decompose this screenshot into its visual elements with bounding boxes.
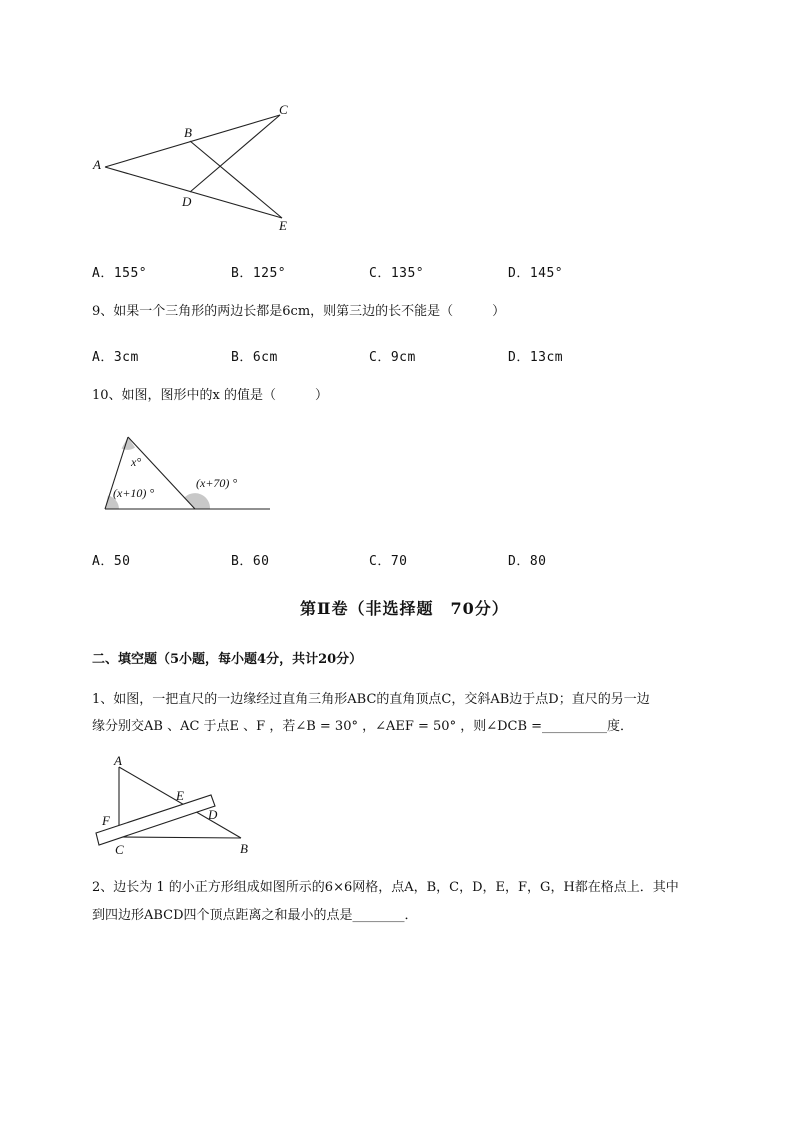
q10-option-c[interactable]: C．70 (369, 554, 408, 569)
q10-option-b[interactable]: B．60 (231, 554, 270, 569)
q9-option-b[interactable]: B．6cm (231, 350, 278, 365)
point-F-label: F (102, 813, 110, 828)
q9-option-d[interactable]: D．13cm (508, 350, 564, 365)
point-A-label: A (114, 753, 122, 768)
q9-text: 9、如果一个三角形的两边长都是6cm，则第三边的长不能是（ ） (92, 304, 506, 319)
q9-option-a[interactable]: A．3cm (92, 350, 139, 365)
point-A-label: A (93, 157, 101, 172)
f1-line2: 缘分别交AB 、AC 于点E 、F ，若∠B = 30° ，∠AEF = 50° ，则∠DCB =__________度． (92, 719, 634, 734)
point-C-label: C (279, 102, 288, 117)
part2-title: 第Ⅱ卷（非选择题 70分） (300, 599, 509, 618)
q8-option-c[interactable]: C．135° (369, 266, 425, 281)
fill-in-heading: 二、填空题（5小题，每小题4分，共计20分） (92, 652, 363, 667)
f1-line1: 1、如图，一把直尺的一边缘经过直角三角形ABC的直角顶点C，交斜AB边于点D；直尺的另一边 (92, 692, 650, 707)
q9-option-c[interactable]: C．9cm (369, 350, 416, 365)
point-B-label: B (240, 841, 248, 856)
point-E-label: E (279, 218, 287, 233)
q10-option-d[interactable]: D．80 (508, 554, 547, 569)
point-C-label: C (115, 842, 124, 857)
angle-exterior-label: (x+70) ° (196, 476, 238, 490)
q8-option-b[interactable]: B．125° (231, 266, 287, 281)
point-B-label: B (184, 125, 192, 140)
f2-line1: 2、边长为 1 的小正方形组成如图所示的6×6网格，点A，B，C，D，E，F，G，H都在格点上．其中 (92, 880, 679, 895)
q10-option-a[interactable]: A．50 (92, 554, 131, 569)
f2-line2: 到四边形ABCD四个顶点距离之和最小的点是________． (92, 908, 418, 923)
point-D-label: D (208, 807, 218, 822)
q10-text: 10、如图，图形中的x 的值是（ ） (92, 388, 329, 403)
point-D-label: D (182, 194, 192, 209)
q8-option-a[interactable]: A．155° (92, 266, 148, 281)
point-E-label: E (176, 788, 184, 803)
angle-top-label: x° (131, 455, 142, 469)
angle-left-label: (x+10) ° (113, 486, 155, 500)
q8-option-d[interactable]: D．145° (508, 266, 564, 281)
